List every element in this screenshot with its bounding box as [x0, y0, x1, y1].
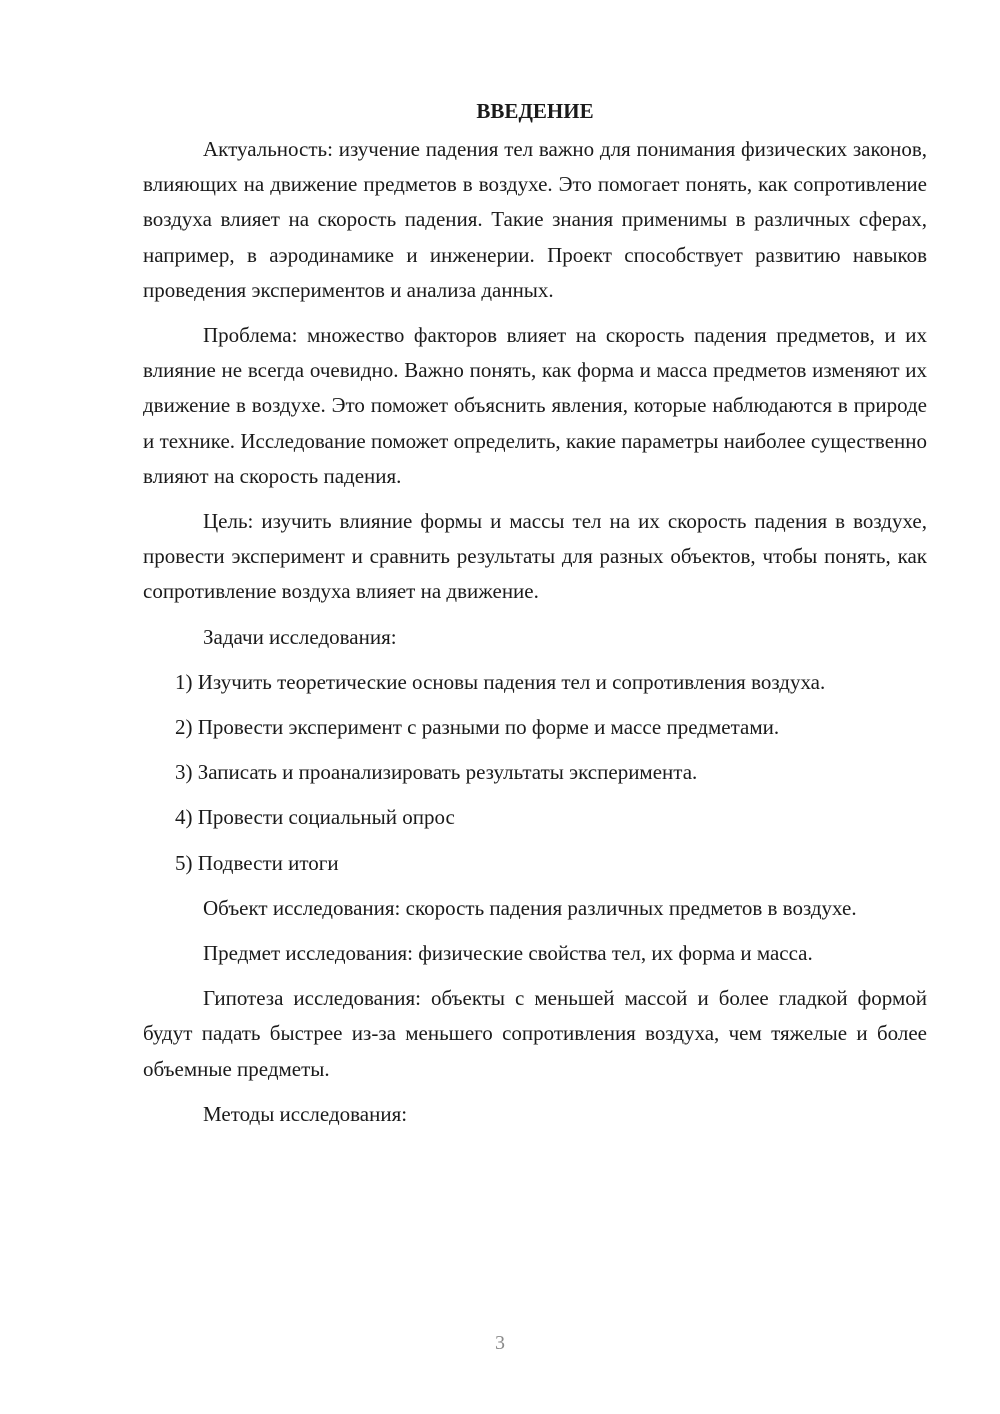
- task-item: 4) Провести социальный опрос: [175, 805, 455, 830]
- paragraph-subject: Предмет исследования: физические свойства тел, их форма и масса.: [203, 941, 813, 966]
- paragraph-object: Объект исследования: скорость падения различных предметов в воздухе.: [203, 895, 857, 920]
- paragraph-methods: Методы исследования:: [203, 1101, 408, 1126]
- section-heading: ВВЕДЕНИЕ: [476, 99, 594, 123]
- paragraph-goal: Цель: изучить влияние формы и массы тел на их скорость падения в воздухе, провести эксперимент и сравнить результаты для разных объектов, чтобы понять, как сопротивление воздуха влияет на движение.: [143, 509, 927, 604]
- task-item: 3) Записать и проанализировать результаты эксперимента.: [175, 760, 698, 785]
- task-item: 2) Провести эксперимент с разными по форме и массе предметами.: [175, 715, 780, 740]
- paragraph-problem: Проблема: множество факторов влияет на скорость падения предметов, и их влияние не всегда очевидно. Важно понять, как форма и масса предметов изменяют их движение в воздухе. Это поможет объяснить явления, которые наблюдаются в природе и технике. Исследование поможет определить, какие параметры наиболее существенно влияют на скорость падения.: [143, 323, 927, 488]
- task-item: 1) Изучить теоретические основы падения тел и сопротивления воздуха.: [175, 669, 826, 694]
- paragraph-relevance: Актуальность: изучение падения тел важно для понимания физических законов, влияющих на движение предметов в воздухе. Это помогает понять, как сопротивление воздуха влияет на скорость падения. Такие знания применимы в различных сферах, например, в аэродинамике и инженерии. Проект способствует развитию навыков проведения экспериментов и анализа данных.: [143, 137, 927, 302]
- page-number: 3: [495, 1332, 505, 1354]
- paragraph-hypothesis: Гипотеза исследования: объекты с меньшей массой и более гладкой формой будут падать быстрее из-за меньшего сопротивления воздуха, чем тяжелые и более объемные предметы.: [143, 986, 927, 1081]
- task-item: 5) Подвести итоги: [175, 850, 339, 875]
- paragraph-tasks-intro: Задачи исследования:: [203, 624, 397, 649]
- page-content: [143, 96, 927, 1142]
